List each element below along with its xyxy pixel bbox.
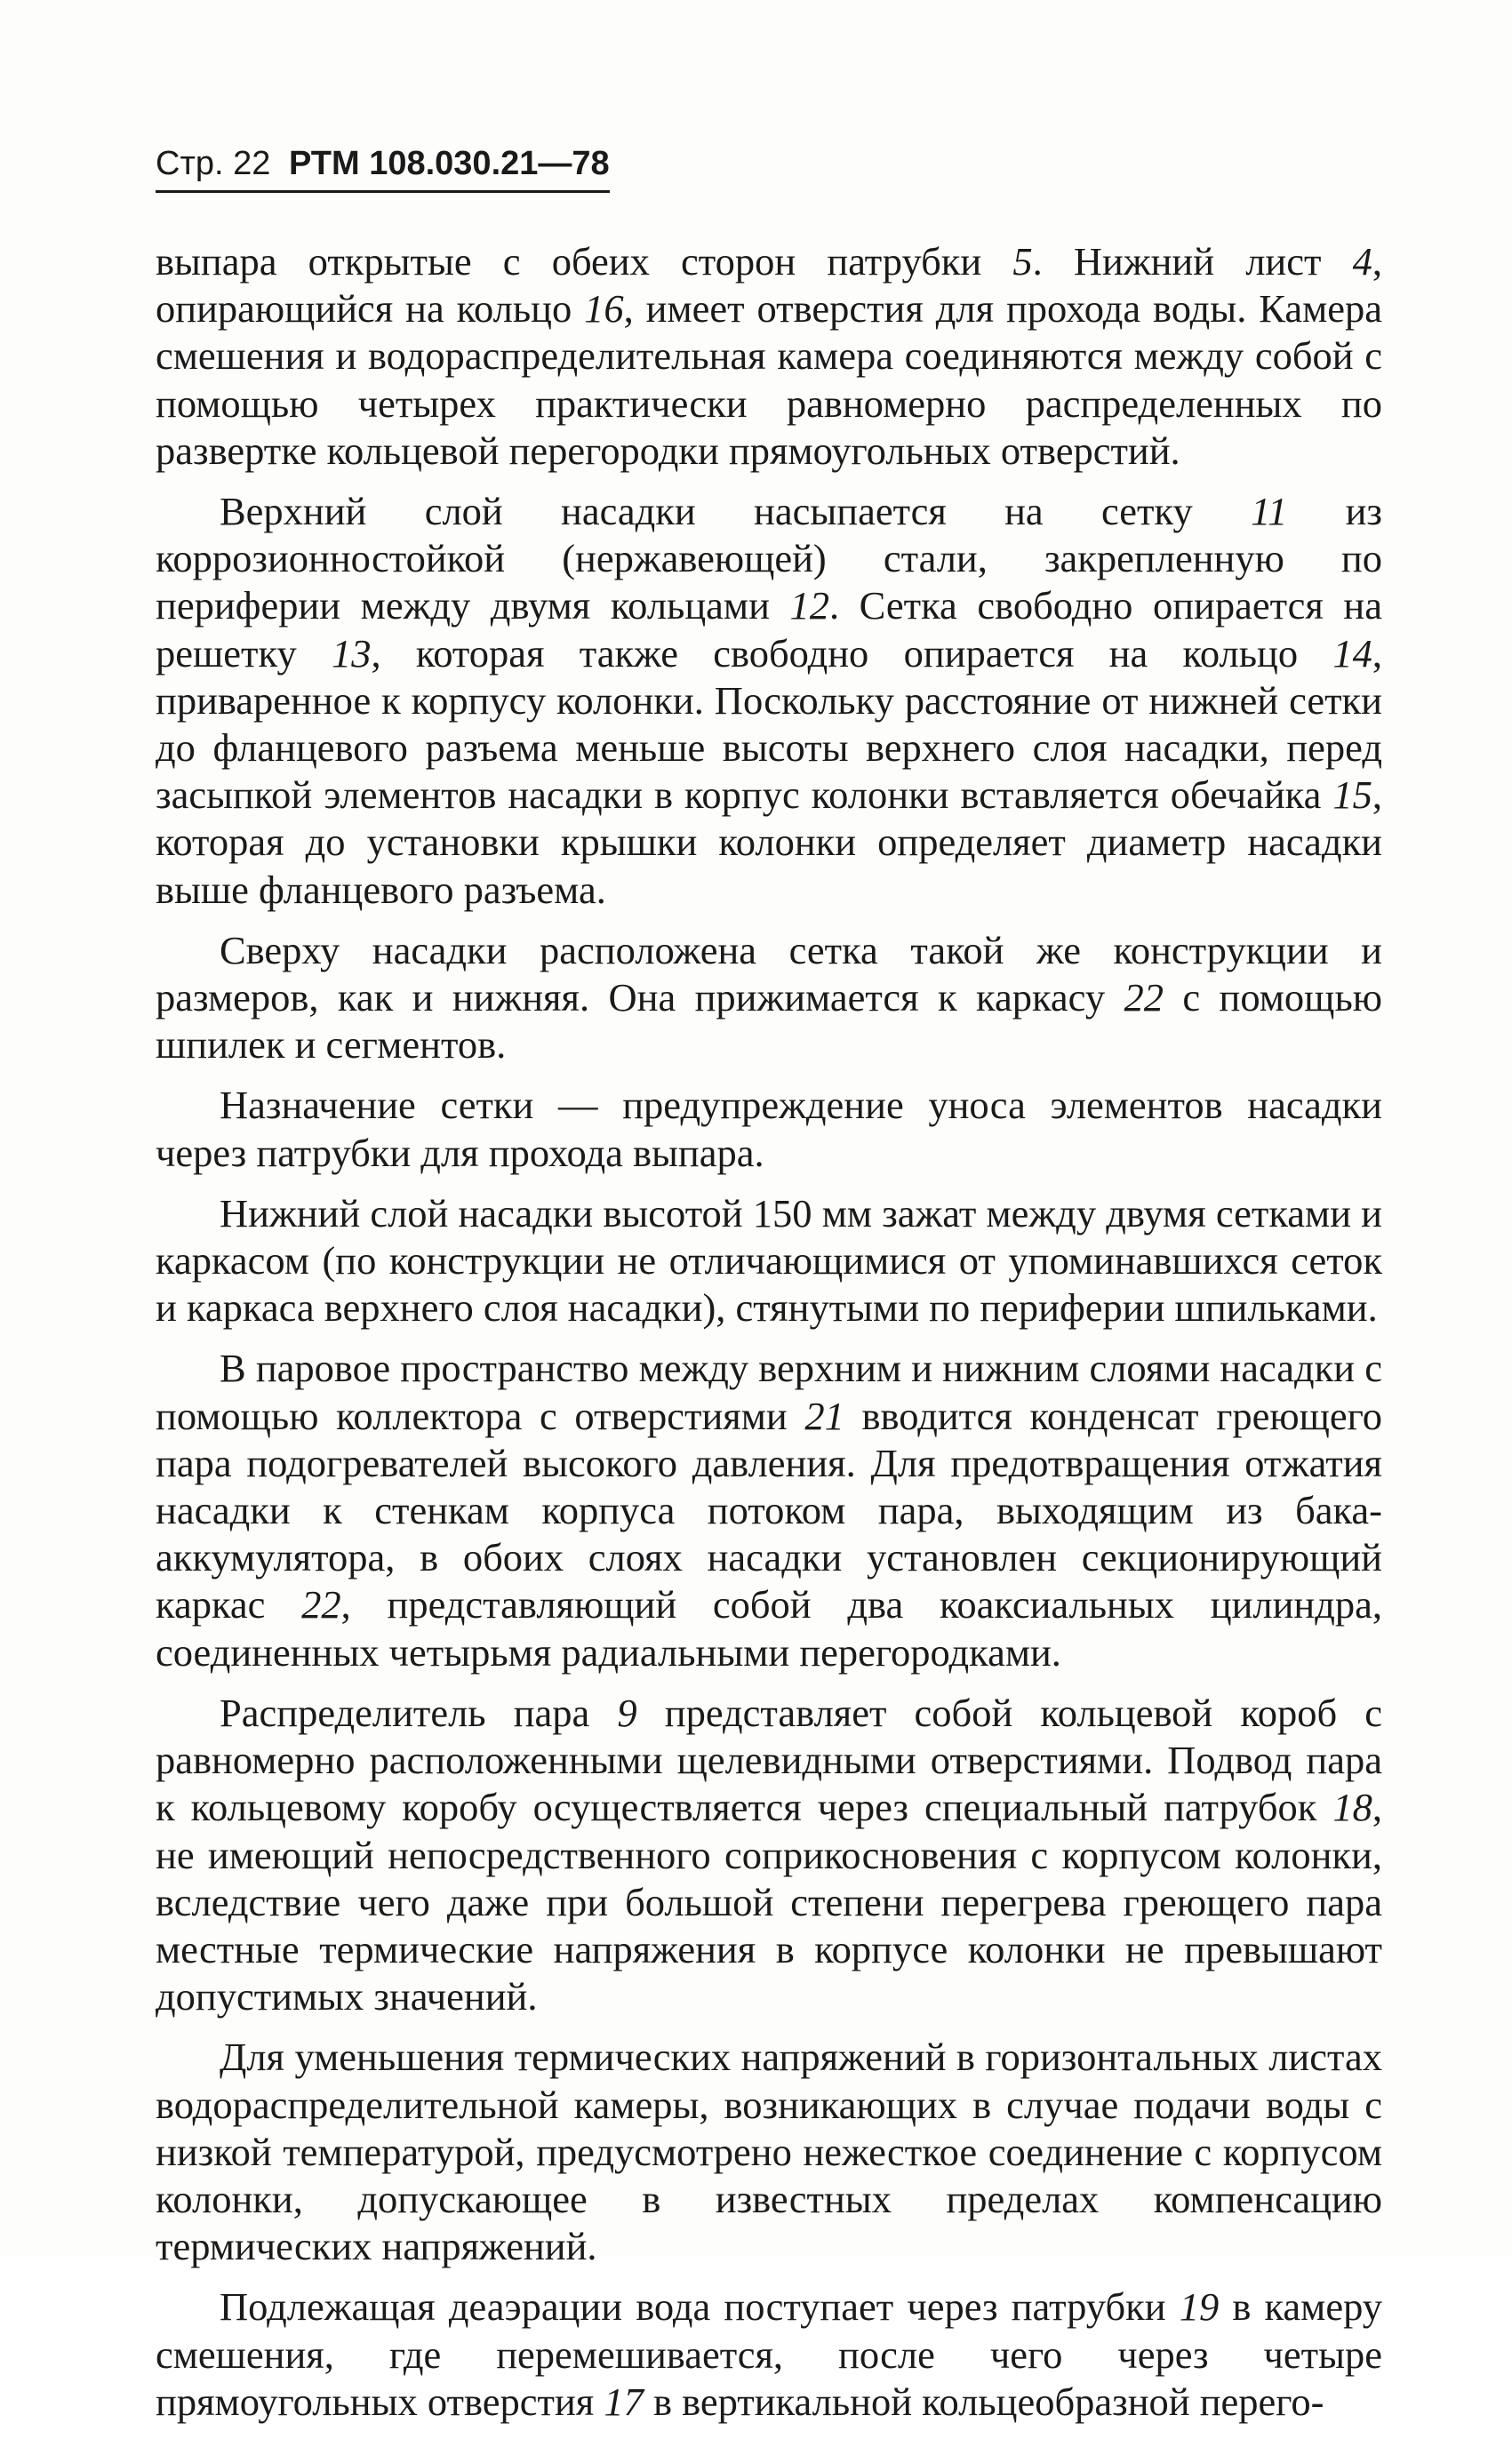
figure-reference-number: 14: [1332, 630, 1372, 676]
text-segment: Назначение сетки — предупреждение уноса элементов насадки через патрубки для прохода выпара.: [156, 1083, 1382, 1175]
paragraph: [156, 2034, 1382, 2270]
text-segment: в вертикальной кольцеобразной перего-: [643, 2379, 1324, 2424]
text-segment: . Нижний лист: [1032, 239, 1353, 284]
paragraph: [156, 1190, 1382, 1332]
text-segment: выпара открытые с обеих сторон патрубки: [156, 239, 1013, 284]
figure-reference-number: 18: [1332, 1785, 1372, 1830]
paragraph: [156, 2283, 1382, 2426]
figure-reference-number: 4: [1352, 239, 1372, 284]
text-segment: Для уменьшения термических напряжений в горизонтальных листах водораспределительной камеры, возникающих в случае подачи воды с низкой температурой, предусмотрено нежесткое соединение с корпусом колонки, допускающее в известных пределах компенсацию термических напряжений.: [156, 2035, 1382, 2269]
document-code: РТМ 108.030.21—78: [288, 145, 610, 182]
text-segment: Верхний слой насадки насыпается на сетку: [220, 489, 1252, 534]
text-segment: Подлежащая деаэрации вода поступает через патрубки: [220, 2284, 1180, 2330]
paragraph: [156, 1690, 1382, 2020]
text-segment: , не имеющий непосредственного соприкосновения с корпусом колонки, вследствие чего даже при большой степени перегрева греющего пара местные термические напряжения в корпусе колонки не превышают допустимых значений.: [156, 1785, 1382, 2019]
figure-reference-number: 16: [584, 286, 624, 332]
text-segment: представляет собой кольцевой короб с равномерно расположенными щелевидными отверстиями. Подвод пара к кольцевому коробу осуществляется через специальный патрубок: [156, 1690, 1382, 1830]
figure-reference-number: 13: [331, 630, 372, 676]
figure-reference-number: 21: [804, 1393, 844, 1438]
paragraph: [156, 488, 1382, 914]
text-segment: Распределитель пара: [220, 1690, 618, 1735]
figure-reference-number: 22: [301, 1582, 341, 1627]
text-segment: в камеру смешения, где перемешивается, после чего через четыре прямоугольных отверстия: [156, 2284, 1382, 2424]
figure-reference-number: 15: [1332, 772, 1372, 818]
page-number: Стр. 22: [156, 145, 271, 182]
text-segment: вводится конденсат греющего пара подогревателей высокого давления. Для предотвращения отжатия насадки к стенкам корпуса потоком пара, выходящим из бака-аккумулятора, в обоих слоях насадки установлен секционирующий каркас: [156, 1393, 1383, 1627]
figure-reference-number: 22: [1124, 975, 1164, 1020]
text-segment: , опирающийся на кольцо: [156, 239, 1382, 332]
paragraph: [156, 1345, 1382, 1675]
text-segment: , которая также свободно опирается на кольцо: [371, 630, 1333, 676]
text-segment: В паровое пространство между верхним и нижним слоями насадки с помощью коллектора с отверстиями: [156, 1346, 1382, 1438]
text-segment: Сверху насадки расположена сетка такой же конструкции и размеров, как и нижняя. Она прижимается к каркасу: [156, 927, 1382, 1020]
text-segment: из коррозионностойкой (нержавеющей) стали, закрепленную по периферии между двумя кольцами: [156, 489, 1382, 628]
page-header: [156, 142, 610, 193]
text-segment: с помощью шпилек и сегментов.: [156, 975, 1382, 1068]
paragraph: [156, 238, 1382, 475]
text-segment: Нижний слой насадки высотой 150 мм зажат между двумя сетками и каркасом (по конструкции не отличающимися от упоминавшихся сеток и каркаса верхнего слоя насадки), стянутыми по периферии шпильками.: [156, 1190, 1382, 1331]
paragraph: [156, 1082, 1382, 1176]
paragraph: [156, 927, 1382, 1069]
text-segment: , представляющий собой два коаксиальных цилиндра, соединенных четырьмя радиальными перегородками.: [156, 1582, 1383, 1675]
text-segment: . Сетка свободно опирается на решетку: [156, 583, 1382, 676]
body-text: [156, 238, 1382, 2439]
text-segment: , имеет отверстия для прохода воды. Камера смешения и водораспределительная камера соединяются между собой с помощью четырех практически равномерно распределенных по развертке кольцевой перегородки прямоугольных отверстий.: [156, 286, 1382, 473]
figure-reference-number: 11: [1251, 489, 1288, 534]
figure-reference-number: 9: [617, 1690, 637, 1735]
figure-reference-number: 12: [789, 583, 829, 628]
text-segment: , которая до установки крышки колонки определяет диаметр насадки выше фланцевого разъема.: [156, 772, 1382, 912]
figure-reference-number: 17: [604, 2379, 644, 2424]
figure-reference-number: 5: [1012, 239, 1033, 284]
figure-reference-number: 19: [1179, 2284, 1220, 2330]
text-segment: , приваренное к корпусу колонки. Поскольку расстояние от нижней сетки до фланцевого разъема меньше высоты верхнего слоя насадки, перед засыпкой элементов насадки в корпус колонки вставляется обечайка: [156, 630, 1382, 818]
